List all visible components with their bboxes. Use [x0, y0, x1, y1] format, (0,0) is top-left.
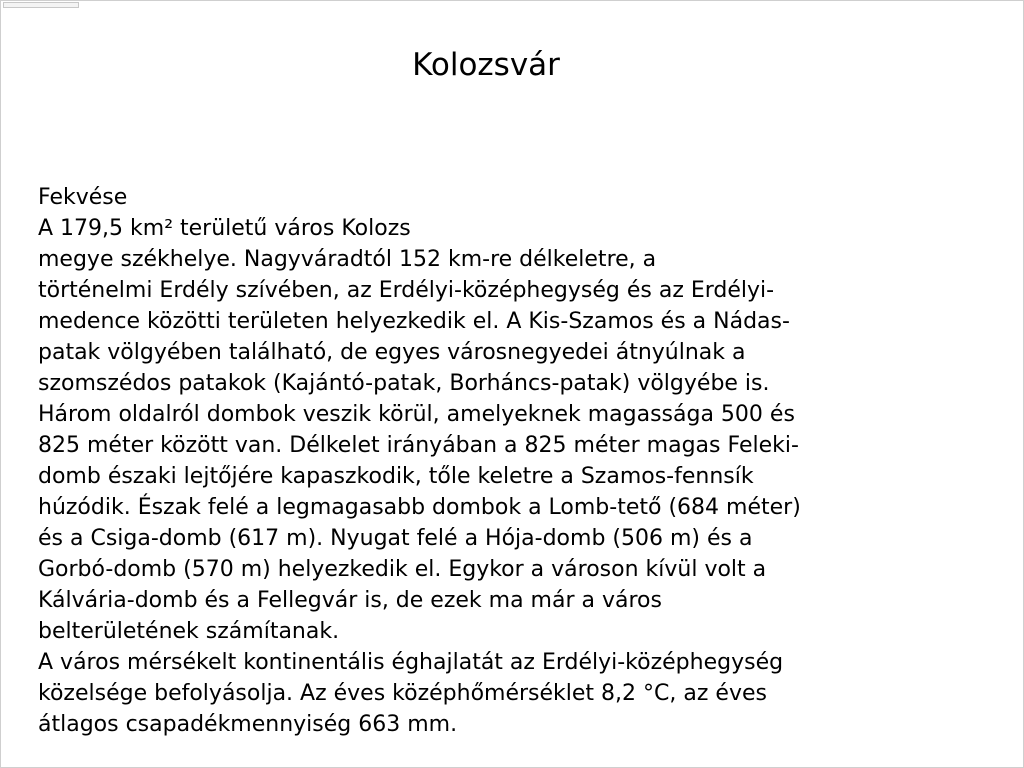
text-line: A város mérsékelt kontinentális éghajlatát az Erdélyi-középhegység [38, 650, 784, 675]
slide-title: Kolozsvár [412, 47, 560, 83]
slide-body-text [38, 182, 998, 740]
text-line: húzódik. Észak felé a legmagasabb dombok a Lomb-tető (684 méter) [38, 495, 801, 520]
text-line: belterületének számítanak. [38, 619, 340, 644]
text-line: Kálvária-domb és a Fellegvár is, de ezek ma már a város [38, 588, 662, 613]
text-line: történelmi Erdély szívében, az Erdélyi-középhegység és az Erdélyi- [38, 278, 775, 303]
text-line: patak völgyében található, de egyes városnegyedei átnyúlnak a [38, 340, 746, 365]
text-line: 825 méter között van. Délkelet irányában a 825 méter magas Feleki- [38, 433, 799, 458]
text-line: közelsége befolyásolja. Az éves középhőmérséklet 8,2 °C, az éves [38, 681, 767, 706]
text-line: A 179,5 km² területű város Kolozs [38, 216, 411, 241]
text-line: átlagos csapadékmennyiség 663 mm. [38, 712, 458, 737]
text-line: Három oldalról dombok veszik körül, amelyeknek magassága 500 és [38, 402, 795, 427]
text-line: megye székhelye. Nagyváradtól 152 km-re délkeletre, a [38, 247, 657, 272]
text-line: medence közötti területen helyezkedik el. A Kis-Szamos és a Nádas- [38, 309, 790, 334]
slide-thumbnail-marker [3, 2, 79, 8]
text-line: Gorbó-domb (570 m) helyezkedik el. Egykor a városon kívül volt a [38, 557, 767, 582]
text-line: szomszédos patakok (Kajántó-patak, Borháncs-patak) völgyébe is. [38, 371, 770, 396]
text-line: domb északi lejtőjére kapaszkodik, tőle keletre a Szamos-fennsík [38, 464, 754, 489]
text-line: és a Csiga-domb (617 m). Nyugat felé a Hója-domb (506 m) és a [38, 526, 753, 551]
text-line: Fekvése [38, 185, 128, 210]
